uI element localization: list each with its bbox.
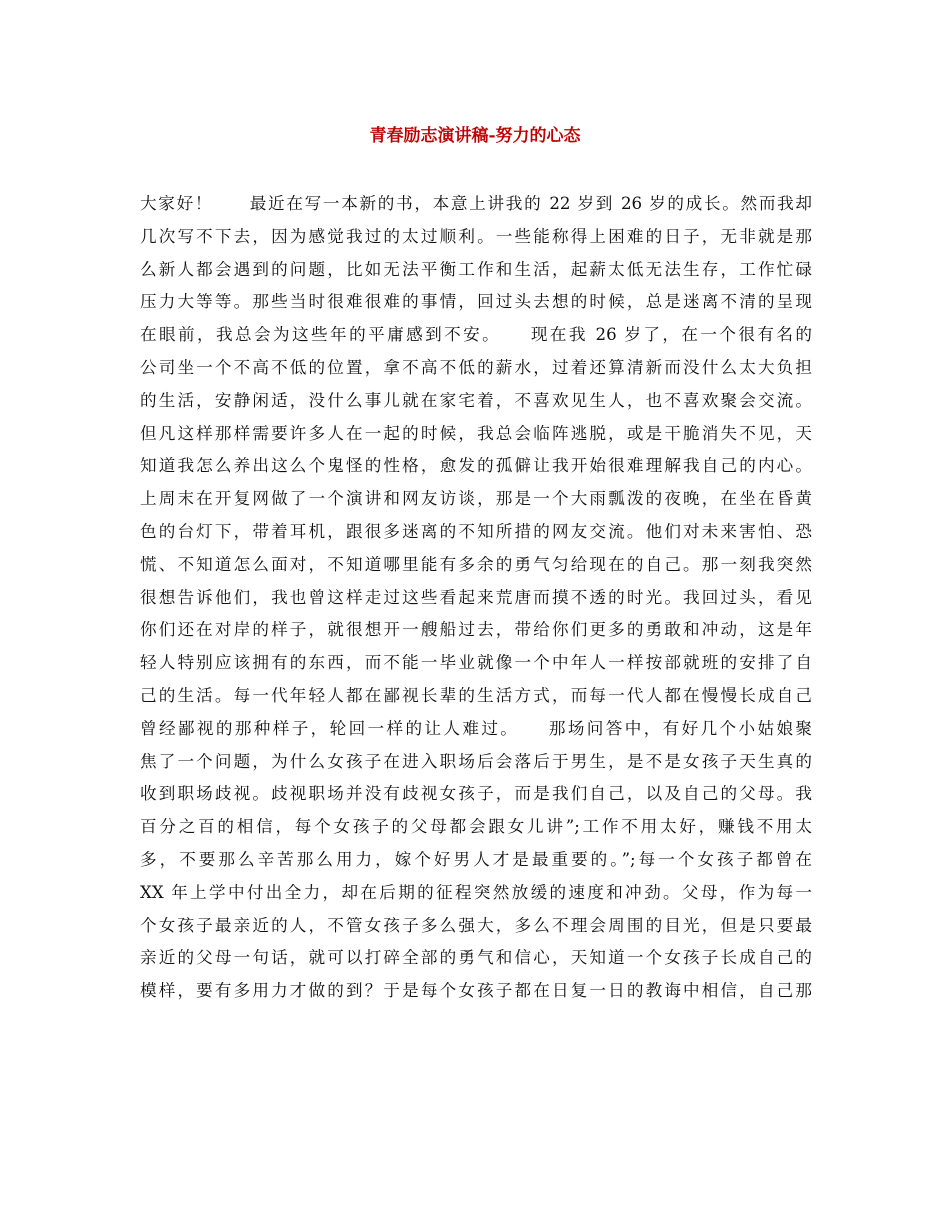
body-line: 知道我怎么养出这么个鬼怪的性格，愈发的孤僻让我开始很难理解我自己的内心。 (140, 456, 812, 476)
body-line: 慌、不知道怎么面对，不知道哪里能有多余的勇气匀给现在的自己。那一刻我突然 (140, 554, 812, 574)
body-line: 收到职场歧视。歧视职场并没有歧视女孩子，而是我们自己，以及自己的父母。我 (140, 784, 812, 804)
body-line: 在眼前，我总会为这些年的平庸感到不安。 现在我 26 岁了，在一个很有名的 (140, 325, 812, 345)
body-line: 但凡这样那样需要许多人在一起的时候，我总会临阵逃脱，或是干脆消失不见，天 (140, 423, 812, 443)
body-line: 很想告诉他们，我也曾这样走过这些看起来荒唐而摸不透的时光。我回过头，看见 (140, 587, 812, 607)
body-line: 轻人特别应该拥有的东西，而不能一毕业就像一个中年人一样按部就班的安排了自 (140, 653, 812, 673)
body-line: XX 年上学中付出全力，却在后期的征程突然放缓的速度和冲劲。父母，作为每一 (140, 882, 812, 902)
body-line: 多，不要那么辛苦那么用力，嫁个好男人才是最重要的。”;每一个女孩子都曾在 (140, 849, 812, 869)
body-line: 的生活，安静闲适，没什么事儿就在家宅着，不喜欢见生人，也不喜欢聚会交流。 (140, 390, 812, 410)
document-title: 青春励志演讲稿-努力的心态 (369, 126, 581, 146)
body-line: 大家好！ 最近在写一本新的书，本意上讲我的 22 岁到 26 岁的成长。然而我却 (140, 194, 812, 213)
body-line: 么新人都会遇到的问题，比如无法平衡工作和生活，起薪太低无法生存，工作忙碌 (140, 259, 812, 279)
document-body (140, 188, 812, 1008)
body-line: 压力大等等。那些当时很难很难的事情，回过头去想的时候，总是迷离不清的呈现 (140, 292, 812, 312)
body-line: 曾经鄙视的那种样子，轮回一样的让人难过。 那场问答中，有好几个小姑娘聚 (140, 718, 812, 738)
body-line: 色的台灯下，带着耳机，跟很多迷离的不知所措的网友交流。他们对未来害怕、恐 (140, 521, 812, 541)
body-line: 己的生活。每一代年轻人都在鄙视长辈的生活方式，而每一代人都在慢慢长成自己 (140, 685, 812, 705)
body-line: 亲近的父母一句话，就可以打碎全部的勇气和信心，天知道一个女孩子长成自己的 (140, 948, 812, 968)
body-line: 模样，要有多用力才做的到？于是每个女孩子都在日复一日的教诲中相信，自己那 (140, 981, 812, 1001)
body-line: 个女孩子最亲近的人，不管女孩子多么强大，多么不理会周围的目光，但是只要最 (140, 915, 812, 935)
body-line: 几次写不下去，因为感觉我过的太过顺利。一些能称得上困难的日子，无非就是那 (140, 226, 812, 246)
body-line: 你们还在对岸的样子，就很想开一艘船过去，带给你们更多的勇敢和冲动，这是年 (140, 620, 812, 640)
body-line: 公司坐一个不高不低的位置，拿不高不低的薪水，过着还算清新而没什么太大负担 (140, 357, 812, 377)
body-line: 焦了一个问题，为什么女孩子在进入职场后会落后于男生，是不是女孩子天生真的 (140, 751, 812, 771)
body-line: 百分之百的相信，每个女孩子的父母都会跟女儿讲”;工作不用太好，赚钱不用太 (140, 817, 812, 837)
body-line: 上周末在开复网做了一个演讲和网友访谈，那是一个大雨瓢泼的夜晚，在坐在昏黄 (140, 489, 812, 509)
